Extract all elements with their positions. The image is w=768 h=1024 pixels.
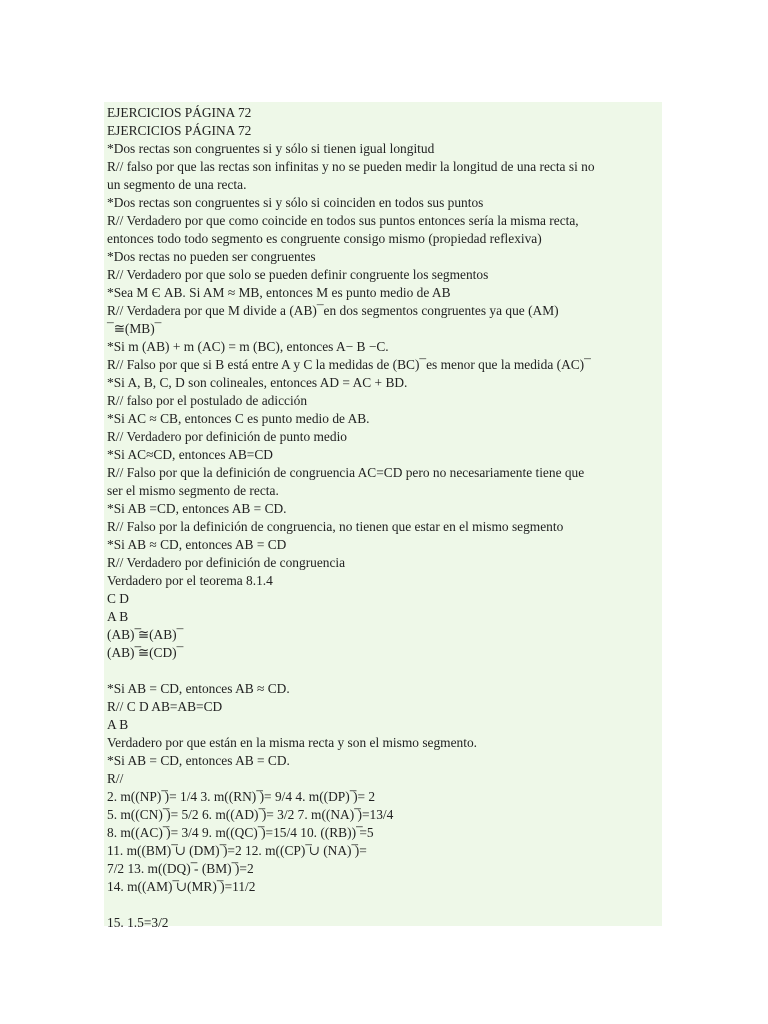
document-text <box>107 104 663 932</box>
exercise-line: 8. m((AC) ̅)= 3/4 9. m((QC) ̅)=15/4 10. ((RB)) ̅=5 <box>107 825 374 840</box>
answer-line: R// Verdadero por que como coincide en todos sus puntos entonces sería la misma recta, <box>107 213 579 228</box>
answer-line: R// Verdadero por definición de punto medio <box>107 429 347 444</box>
statement-line: *Si AB ≈ CD, entonces AB = CD <box>107 537 287 552</box>
exercise-line: 2. m((NP) ̅)= 1/4 3. m((RN) ̅)= 9/4 4. m((DP) ̅)= 2 <box>107 789 376 804</box>
answer-line: R// Falso por que la definición de congruencia AC=CD pero no necesariamente tiene que <box>107 465 585 480</box>
statement-line: *Si AC≈CD, entonces AB=CD <box>107 447 273 462</box>
answer-line: R// Falso por la definición de congruencia, no tienen que estar en el mismo segmento <box>107 519 564 534</box>
answer-line: R// Verdadera por que M divide a (AB)¯en dos segmentos congruentes ya que (AM) <box>107 303 559 318</box>
statement-line: *Dos rectas son congruentes si y sólo si coinciden en todos sus puntos <box>107 195 484 210</box>
answer-line: R// C D AB=AB=CD <box>107 699 223 714</box>
exercise-line: 7/2 13. m((DQ) ̅- (BM) ̅)=2 <box>107 861 254 876</box>
heading-line: EJERCICIOS PÁGINA 72 <box>107 105 252 120</box>
statement-line: *Si AB = CD, entonces AB = CD. <box>107 753 290 768</box>
answer-line: R// falso por el postulado de adicción <box>107 393 308 408</box>
exercise-line: 11. m((BM) ̅∪ (DM) ̅)=2 12. m((CP) ̅∪ (NA) ̅)= <box>107 843 367 858</box>
answer-line: ser el mismo segmento de recta. <box>107 483 279 498</box>
diagram-label-line: C D <box>107 591 129 606</box>
answer-line: Verdadero por el teorema 8.1.4 <box>107 573 273 588</box>
exercise-line: 5. m((CN) ̅)= 5/2 6. m((AD) ̅)= 3/2 7. m((NA) ̅)=13/4 <box>107 807 394 822</box>
answer-line: R// Verdadero por definición de congruencia <box>107 555 346 570</box>
answer-line: ¯≅(MB)¯ <box>107 321 162 336</box>
formula-line: (AB) ̅≅(AB)¯ <box>107 627 184 642</box>
answer-line: R// falso por que las rectas son infinitas y no se pueden medir la longitud de una recta si no <box>107 159 595 174</box>
statement-line: *Dos rectas no pueden ser congruentes <box>107 249 316 264</box>
diagram-label-line: A B <box>107 609 129 624</box>
answer-line: R// Verdadero por que solo se pueden definir congruente los segmentos <box>107 267 489 282</box>
diagram-label-line: A B <box>107 717 129 732</box>
formula-line: (AB) ̅≅(CD)¯ <box>107 645 184 660</box>
statement-line: *Si m (AB) + m (AC) = m (BC), entonces A− B −C. <box>107 339 389 354</box>
blank-line <box>107 896 663 914</box>
answer-line: R// Falso por que si B está entre A y C la medidas de (BC)¯es menor que la medida (AC)¯ <box>107 357 591 372</box>
statement-line: *Si AC ≈ CB, entonces C es punto medio de AB. <box>107 411 370 426</box>
answer-line: R// <box>107 771 124 786</box>
blank-line <box>107 662 663 680</box>
answer-line: Verdadero por que están en la misma recta y son el mismo segmento. <box>107 735 477 750</box>
exercise-line: 15. 1.5=3/2 <box>107 915 169 930</box>
heading-line: EJERCICIOS PÁGINA 72 <box>107 123 252 138</box>
answer-line: entonces todo todo segmento es congruente consigo mismo (propiedad reflexiva) <box>107 231 542 246</box>
statement-line: *Si A, B, C, D son colineales, entonces AD = AC + BD. <box>107 375 408 390</box>
exercise-line: 14. m((AM) ̅∪(MR) ̅)=11/2 <box>107 879 256 894</box>
statement-line: *Si AB = CD, entonces AB ≈ CD. <box>107 681 290 696</box>
answer-line: un segmento de una recta. <box>107 177 247 192</box>
statement-line: *Si AB =CD, entonces AB = CD. <box>107 501 287 516</box>
statement-line: *Dos rectas son congruentes si y sólo si tienen igual longitud <box>107 141 435 156</box>
statement-line: *Sea M Є AB. Si AM ≈ MB, entonces M es punto medio de AB <box>107 285 451 300</box>
